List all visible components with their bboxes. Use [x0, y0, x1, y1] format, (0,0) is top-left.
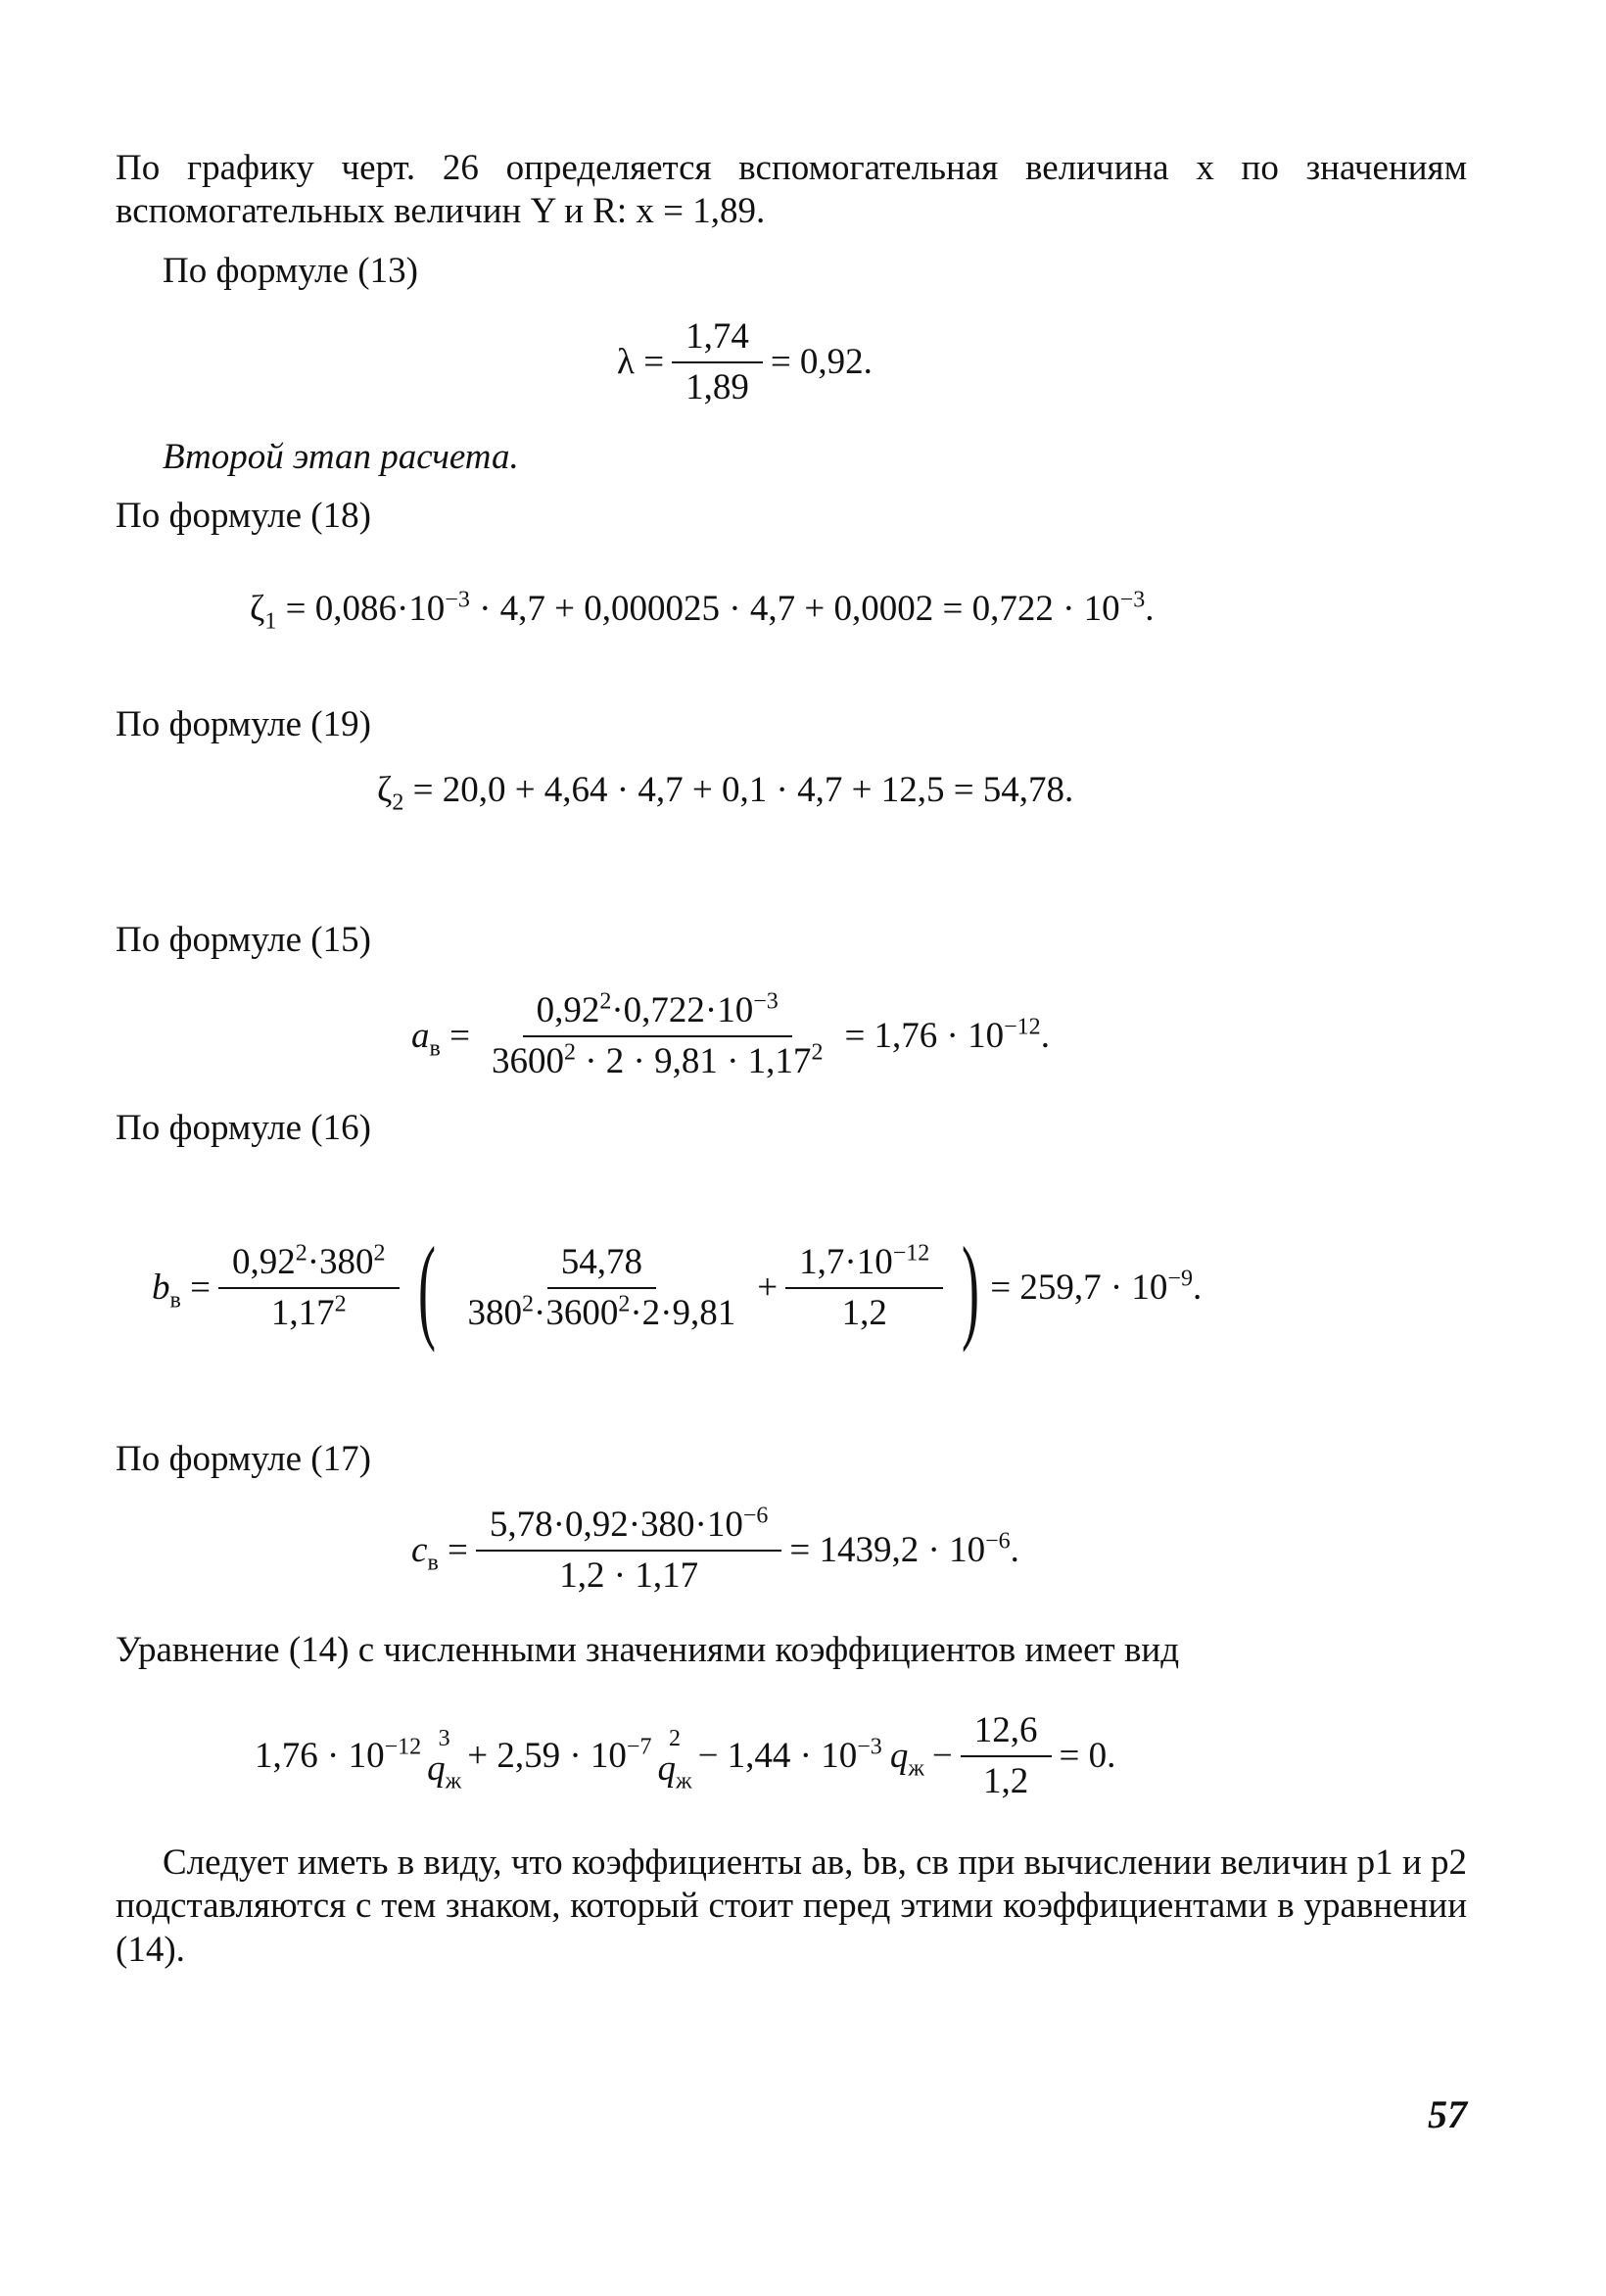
equation-lambda: [617, 315, 873, 410]
formula13-label: По формуле (13): [163, 251, 418, 291]
a-symbol: $a_в$ =: [411, 1016, 470, 1062]
equation14-intro: Уравнение (14) с численными значениями коэффициентов имеет вид: [116, 1630, 1180, 1670]
lambda-fraction: [672, 315, 763, 410]
lambda-lhs: λ =: [617, 342, 665, 383]
c-fraction: [476, 1504, 782, 1599]
formula16-label: По формуле (16): [116, 1108, 371, 1148]
c-denominator: 1,2 · 1,17: [559, 1555, 699, 1597]
b-f2-numerator: 54,78: [547, 1241, 656, 1289]
zeta1-part-a: = 0,086·10: [285, 589, 446, 629]
a-rhs: = $1,76 \cdot 10^{-12}$.: [844, 1014, 1050, 1057]
b-f2-denominator: $380^2\cdot 3600^2\cdot 2\cdot 9,81$: [467, 1291, 736, 1333]
paragraph-x-value: По графику черт. 26 определяется вспомогательная величина x по значениям вспомогательных величин Y и R: x = 1,89.: [116, 148, 1467, 232]
formula17-label: По формуле (17): [116, 1439, 371, 1479]
zeta1-part-c: .: [1145, 589, 1155, 629]
c-rhs: = $1439,2 \cdot 10^{-6}$.: [789, 1528, 1019, 1571]
eq14-term1: $1,76 \cdot 10^{-12}$: [255, 1734, 422, 1777]
eq14-numerator: 12,6: [961, 1709, 1052, 1757]
right-paren: ): [962, 1222, 980, 1353]
c-symbol: $c_в$ =: [411, 1530, 468, 1576]
a-numerator: $0,92^2\cdot 0,722\cdot 10^{-3}$: [523, 989, 792, 1037]
b-fraction-3: [785, 1241, 943, 1336]
formula19-label: По формуле (19): [116, 704, 371, 744]
equation-14: [255, 1709, 1115, 1804]
closing-paragraph: Следует иметь в виду, что коэффициенты aв, bв, cв при вычислении величин p1 и p2 подставляются с тем знаком, который стоит перед этими коэффициентами в уравнении (14).: [116, 1842, 1467, 1970]
eq14-rhs: = 0.: [1059, 1736, 1116, 1777]
zeta1-exp2: −3: [1119, 587, 1146, 613]
zeta2-symbol: ζ: [377, 770, 393, 810]
b-rhs: = $259,7 \cdot 10^{-9}$.: [990, 1266, 1203, 1308]
page-number: 57: [1428, 2092, 1467, 2136]
eq14-term3: − $1,44 \cdot 10^{-3}$: [697, 1734, 882, 1777]
eq14-minus: −: [931, 1736, 953, 1777]
equation-b: [152, 1222, 1203, 1353]
zeta1-exp1: −3: [445, 587, 470, 613]
zeta2-rest: = 20,0 + 4,64 · 4,7 + 0,1 · 4,7 + 12,5 = 54,78.: [412, 770, 1074, 810]
zeta1-symbol: ζ: [250, 589, 265, 629]
b-fraction-1: [218, 1241, 400, 1336]
eq14-q-linear: $q_ж$: [889, 1736, 924, 1782]
b-f1-numerator: $0,92^2\cdot 380^2$: [218, 1241, 400, 1289]
b-f3-denominator: 1,2: [841, 1293, 887, 1333]
a-denominator: $3600^2 \cdot 2 \cdot 9,81 \cdot 1,17^2$: [491, 1040, 824, 1082]
equation-a: [411, 989, 1050, 1084]
b-f3-numerator: $1,7\cdot 10^{-12}$: [785, 1241, 943, 1289]
b-plus: +: [757, 1267, 779, 1308]
zeta1-part-b: · 4,7 + 0,000025 · 4,7 + 0,0002 = 0,722 · 10: [469, 589, 1120, 629]
eq14-q-squared: 2 $q_ж$: [657, 1725, 692, 1794]
zeta1-subscript: 1: [264, 608, 277, 635]
c-numerator: $5,78\cdot 0,92\cdot 380\cdot 10^{-6}$: [476, 1504, 782, 1552]
zeta2-subscript: 2: [392, 789, 404, 816]
b-f1-denominator: 1,17$^2$: [270, 1291, 347, 1333]
b-symbol: $b_в$ =: [152, 1267, 211, 1314]
stage-two-heading: Второй этап расчета.: [163, 437, 519, 477]
lambda-rhs: = 0,92.: [770, 342, 873, 383]
lambda-denominator: 1,89: [685, 367, 749, 408]
lambda-numerator: 1,74: [672, 315, 763, 363]
equation-zeta2: [377, 769, 1074, 816]
formula15-label: По формуле (15): [116, 920, 371, 960]
equation-zeta1: [250, 587, 1155, 635]
left-paren: (: [417, 1222, 436, 1353]
eq14-q-cubed: 3 $q_ж$: [427, 1725, 462, 1794]
a-fraction: [478, 989, 836, 1084]
eq14-term2: + $2,59 \cdot 10^{-7}$: [467, 1734, 652, 1777]
eq14-fraction: [961, 1709, 1052, 1804]
eq14-denominator: 1,2: [983, 1761, 1029, 1802]
equation-c: [411, 1504, 1019, 1599]
formula18-label: По формуле (18): [116, 496, 371, 536]
b-fraction-2: [454, 1241, 750, 1336]
